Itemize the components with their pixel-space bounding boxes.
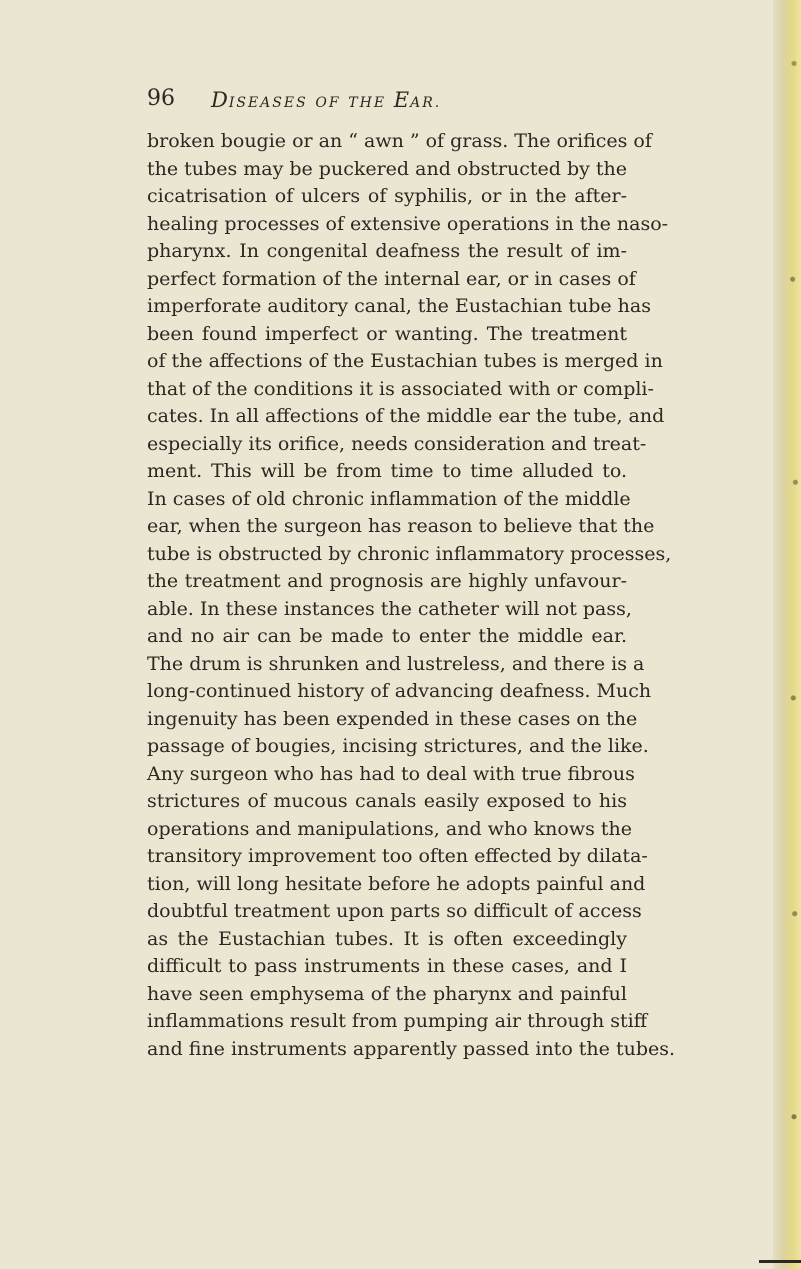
text-line: The drum is shrunken and lustreless, and there is a bbox=[147, 652, 645, 675]
text-line: been found imperfect or wanting. The treatment bbox=[147, 322, 627, 345]
text-line: Any surgeon who has had to deal with true fibrous bbox=[147, 762, 635, 785]
text-line: ment. This will be from time to time alluded to. bbox=[147, 460, 627, 482]
text-line: perfect formation of the internal ear, or in cases of bbox=[147, 267, 636, 290]
text-line: imperforate auditory canal, the Eustachian tube has bbox=[147, 295, 651, 317]
text-line: the treatment and prognosis are highly unfavour- bbox=[147, 570, 627, 592]
text-line: broken bougie or an “ awn ” of grass. The orifices of bbox=[147, 130, 652, 152]
text-line: as the Eustachian tubes. It is often exceedingly bbox=[147, 927, 627, 950]
text-line: of the affections of the Eustachian tubes is merged in bbox=[147, 350, 663, 372]
text-line: strictures of mucous canals easily exposed to his bbox=[147, 790, 627, 812]
text-line: especially its orifice, needs consideration and treat- bbox=[147, 432, 647, 455]
running-title-word-1-initial: D bbox=[211, 88, 229, 112]
text-line: long-continued history of advancing deafness. Much bbox=[147, 680, 652, 702]
text-line: cicatrisation of ulcers of syphilis, or in the after- bbox=[147, 185, 627, 207]
text-line: transitory improvement too often effected by dilata- bbox=[147, 845, 648, 867]
running-title-word-3: THE bbox=[348, 95, 387, 111]
text-line: In cases of old chronic inflammation of the middle bbox=[147, 487, 631, 510]
running-title-word-4-initial: E bbox=[393, 88, 411, 112]
corner-mark bbox=[759, 1260, 801, 1263]
running-title-word-2: OF bbox=[315, 95, 341, 111]
page-header bbox=[147, 86, 617, 122]
text-line: tube is obstructed by chronic inflammatory processes, bbox=[147, 542, 672, 565]
text-line: able. In these instances the catheter will not pass, bbox=[147, 597, 632, 620]
running-title-word-1-rest: ISEASES bbox=[228, 95, 308, 111]
text-line: doubtful treatment upon parts so difficult of access bbox=[147, 900, 642, 922]
text-line: inflammations result from pumping air through stiff bbox=[147, 1010, 648, 1032]
text-line: difficult to pass instruments in these cases, and I bbox=[147, 955, 627, 977]
running-title-word-4-rest: AR. bbox=[410, 95, 442, 111]
page-edge-specks bbox=[787, 0, 801, 1269]
text-line: ingenuity has been expended in these cases on the bbox=[147, 707, 638, 730]
text-line: the tubes may be puckered and obstructed by the bbox=[147, 157, 627, 180]
text-line: pharynx. In congenital deafness the result of im- bbox=[147, 240, 627, 262]
text-line: passage of bougies, incising strictures, and the like. bbox=[147, 735, 649, 757]
text-line: that of the conditions it is associated with or compli- bbox=[147, 377, 654, 400]
page-number: 96 bbox=[147, 86, 175, 111]
text-line: healing processes of extensive operations in the naso- bbox=[147, 212, 669, 235]
running-title bbox=[211, 88, 441, 112]
text-line: operations and manipulations, and who knows the bbox=[147, 817, 632, 840]
body-paragraph bbox=[147, 128, 676, 1063]
text-line: ear, when the surgeon has reason to believe that the bbox=[147, 515, 655, 537]
text-line: tion, will long hesitate before he adopts painful and bbox=[147, 872, 646, 895]
text-line: cates. In all affections of the middle ear the tube, and bbox=[147, 405, 665, 427]
text-line: and fine instruments apparently passed into the tubes. bbox=[147, 1037, 676, 1060]
text-line: and no air can be made to enter the middle ear. bbox=[147, 625, 627, 647]
text-line: have seen emphysema of the pharynx and painful bbox=[147, 982, 627, 1005]
